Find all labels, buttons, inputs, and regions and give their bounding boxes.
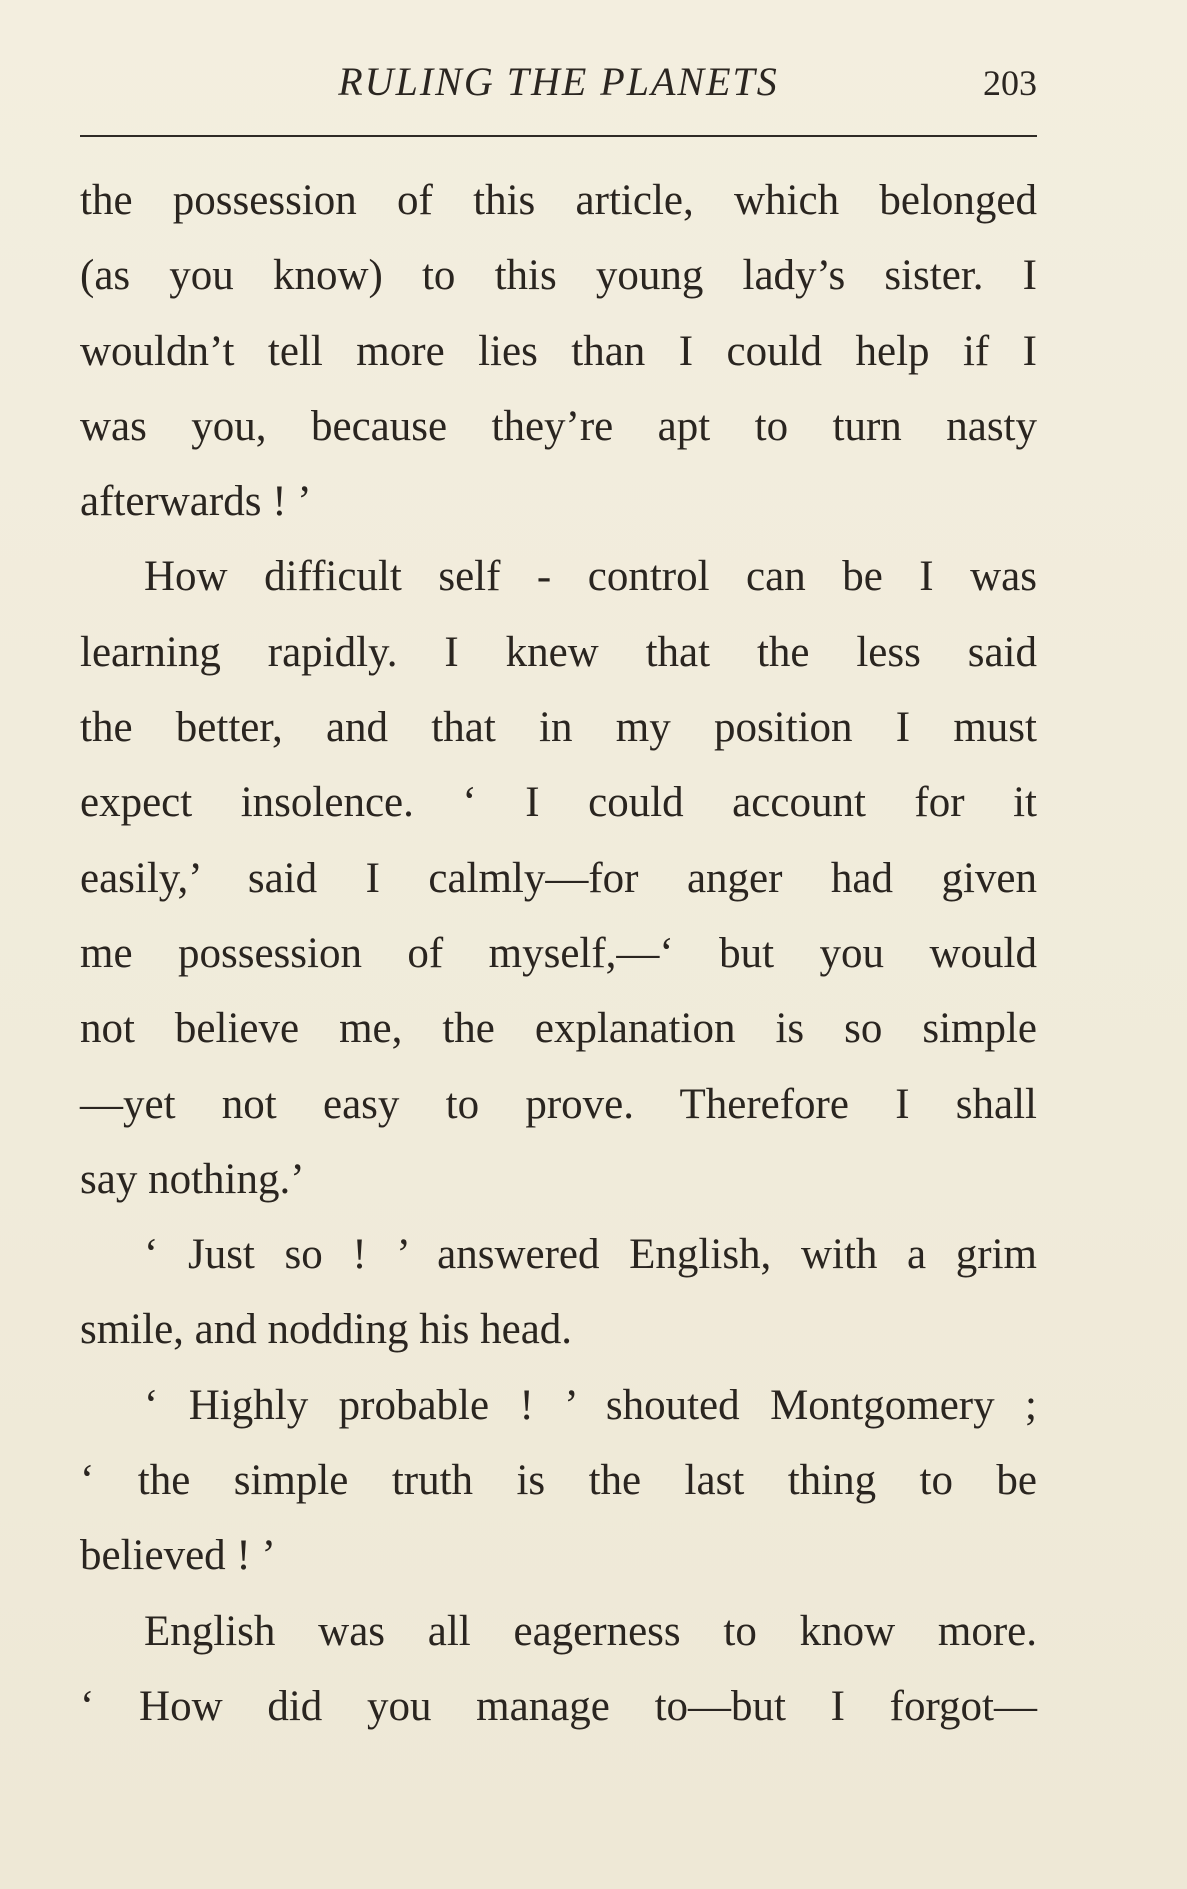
text-line: say nothing.’ [80,1155,305,1203]
text-line: ‘ Just so ! ’ answered English, with a grim [144,1231,1037,1279]
text-line: ‘ How did you manage to—but I forgot— [80,1682,1037,1730]
text-line: ‘ Highly probable ! ’ shouted Montgomery ; [144,1381,1037,1429]
text-line: not believe me, the explanation is so simple [80,1005,1037,1053]
text-line: How difficult self - control can be I was [144,553,1037,601]
text-line: smile, and nodding his head. [80,1306,573,1354]
text-line: the better, and that in my position I must [80,704,1037,752]
text-line: was you, because they’re apt to turn nasty [80,402,1037,450]
text-line: learning rapidly. I knew that the less said [80,628,1037,676]
text-line: afterwards ! ’ [80,478,312,526]
header-rule [80,135,1037,137]
running-title: RULING THE PLANETS [338,59,779,104]
page-number: 203 [983,63,1037,103]
page-header [80,58,1037,108]
body-text [80,163,1037,1744]
text-line: expect insolence. ‘ I could account for it [80,779,1037,827]
text-line: (as you know) to this young lady’s sister. I [80,252,1037,300]
text-line: —yet not easy to prove. Therefore I shall [80,1080,1037,1128]
text-line: me possession of myself,—‘ but you would [80,929,1037,977]
text-line: wouldn’t tell more lies than I could help if I [80,327,1037,375]
text-line: ‘ the simple truth is the last thing to be [80,1457,1037,1505]
text-line: believed ! ’ [80,1532,276,1580]
text-line: English was all eagerness to know more. [144,1607,1037,1655]
text-line: easily,’ said I calmly—for anger had given [80,854,1037,902]
text-line: the possession of this article, which belonged [80,177,1037,224]
